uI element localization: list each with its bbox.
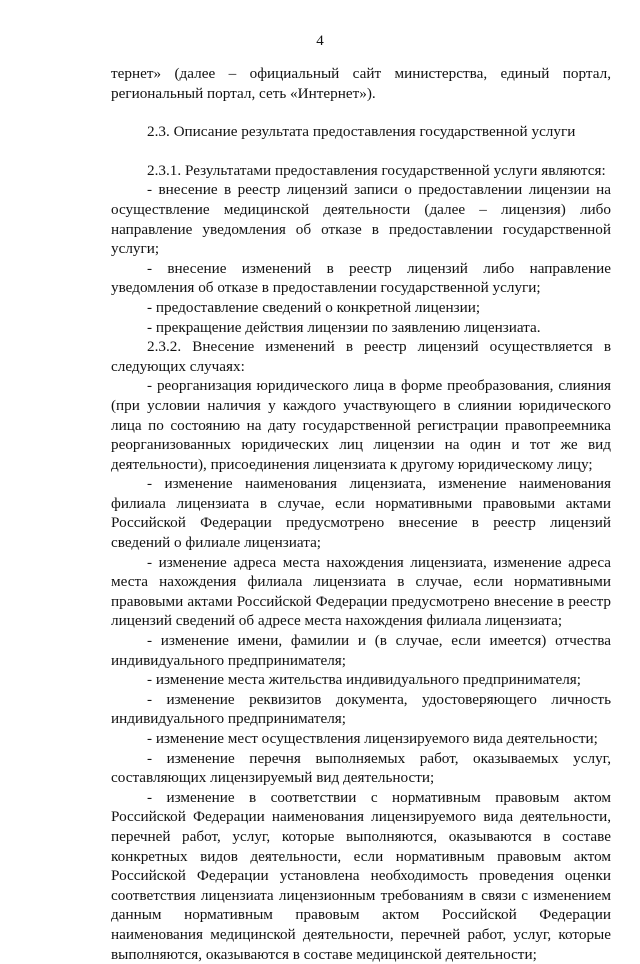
section-heading: 2.3. Описание результата предоставления государственной услуги — [147, 123, 576, 141]
list-item: - изменение адреса места нахождения лицензиата, изменение адреса места нахождения филиала лицензиата в случае, если нормативными правовыми актами Российской Федерации предусмотрено внесение в реестр лицензий сведений об адресе места нахождения филиала лицензиата; — [111, 553, 611, 630]
list-item: - изменение наименования лицензиата, изменение наименования филиала лицензиата в случае, если нормативными правовыми актами Российской Федерации предусмотрено внесение в реестр лицензий сведений о филиале лицензиата; — [111, 475, 611, 552]
list-item: - реорганизация юридического лица в форме преобразования, слияния (при условии наличия у каждого участвующего в слиянии юридического лица по состоянию на дату государственной регистрации правопреемника реорганизованных юридических лиц лицензии на один и тот же вид деятельности), присоединения лицензиата к другому юридическому лицу; — [111, 377, 611, 473]
subsection-paragraph: 2.3.1. Результатами предоставления государственной услуги являются: — [147, 161, 606, 179]
list-item: - изменение в соответствии с нормативным правовым актом Российской Федерации наименования лицензируемого вида деятельности, перечней работ, услуг, которые выполняются, оказываются в составе конкретных видов деятельности, если нормативным правовым актом Российской Федерации установлена необходимость проведения оценки соответствия лицензиата лицензионным требованиям в связи с изменением данным нормативным правовым актом Российской Федерации наименования медицинской деятельности, перечней работ, услуг, которые выполняются, оказываются в составе медицинской деятельности; — [111, 788, 611, 963]
list-item: - изменение реквизитов документа, удостоверяющего личность индивидуального предпринимателя; — [111, 690, 611, 728]
list-item: - внесение в реестр лицензий записи о предоставлении лицензии на осуществление медицинской деятельности (далее – лицензия) либо направление уведомления об отказе в предоставлении государственной услуги; — [111, 181, 611, 258]
list-item: - изменение имени, фамилии и (в случае, если имеется) отчества индивидуального предпринимателя; — [111, 632, 611, 669]
list-item: - изменение перечня выполняемых работ, оказываемых услуг, составляющих лицензируемый вид деятельности; — [111, 749, 611, 787]
subsection-paragraph: 2.3.2. Внесение изменений в реестр лицензий осуществляется в следующих случаях: — [111, 338, 611, 375]
continuation-paragraph: тернет» (далее – официальный сайт министерства, единый портал, региональный портал, сеть «Интернет»). — [111, 65, 611, 102]
list-item: - предоставление сведений о конкретной лицензии; — [147, 298, 481, 316]
document-body — [111, 64, 611, 964]
list-item: - внесение изменений в реестр лицензий либо направление уведомления об отказе в предоставлении государственной услуги; — [111, 259, 611, 297]
page-number: 4 — [316, 33, 324, 49]
list-item: - прекращение действия лицензии по заявлению лицензиата. — [147, 318, 541, 336]
list-item: - изменение мест осуществления лицензируемого вида деятельности; — [147, 730, 598, 747]
list-item: - изменение места жительства индивидуального предпринимателя; — [147, 671, 581, 689]
